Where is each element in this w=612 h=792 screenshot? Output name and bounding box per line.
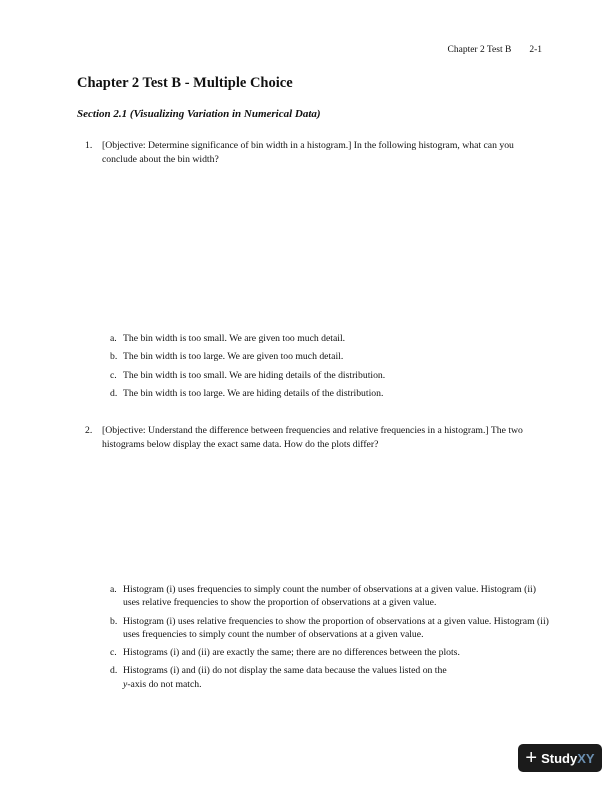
option-text-italic: y <box>123 678 128 690</box>
option-text: The bin width is too small. We are given too much detail. <box>123 333 346 344</box>
option-a <box>110 332 550 345</box>
option-text: Histograms (i) and (ii) are exactly the same; there are no differences between the plots. <box>123 647 460 659</box>
question-1-options <box>110 332 550 405</box>
brand-logo: StudyXY <box>541 750 595 766</box>
option-letter: b. <box>110 351 118 363</box>
header-chapter: Chapter 2 Test B <box>447 45 512 55</box>
option-text: Histogram (i) uses relative frequencies to show the proportion of observations at a given value. Histogram (ii) uses frequencies to simply count the number of observations at a given value. <box>123 615 549 640</box>
option-text-before: Histograms (i) and (ii) do not display the same data because the values listed on the <box>123 665 447 677</box>
option-c <box>110 369 550 382</box>
option-text: The bin width is too large. We are hiding details of the distribution. <box>123 387 384 399</box>
option-letter: c. <box>110 647 117 659</box>
question-text: [Objective: Understand the difference between frequencies and relative frequencies in a histogram.] The two histograms below display the exact same data. How do the plots differ? <box>102 425 523 450</box>
option-text: Histogram (i) uses frequencies to simply count the number of observations at a given value. Histogram (ii) uses relative frequencies to show the proportion of observations at a given value. <box>123 584 536 609</box>
section-heading: Section 2.1 (Visualizing Variation in Numerical Data) <box>77 108 321 120</box>
option-b <box>110 350 550 363</box>
question-2 <box>85 424 545 452</box>
option-a <box>110 583 550 610</box>
option-text: The bin width is too large. We are given too much detail. <box>123 351 344 363</box>
option-d <box>110 387 550 400</box>
option-text: The bin width is too small. We are hiding details of the distribution. <box>123 369 386 381</box>
option-d <box>110 664 453 691</box>
question-2-options <box>110 583 550 696</box>
page-header <box>448 45 542 55</box>
studyxy-badge[interactable] <box>518 744 602 772</box>
option-text-after: -axis do not match. <box>127 678 202 690</box>
option-b <box>110 615 550 642</box>
option-c <box>110 646 550 659</box>
header-page-number: 2-1 <box>529 45 542 55</box>
option-letter: a. <box>110 333 117 344</box>
option-letter: d. <box>110 387 118 399</box>
option-letter: a. <box>110 584 117 595</box>
plus-icon: + <box>525 747 538 769</box>
question-number: 1. <box>85 140 93 151</box>
option-letter: c. <box>110 369 117 381</box>
question-1 <box>85 139 545 167</box>
question-number: 2. <box>85 425 93 436</box>
option-letter: d. <box>110 665 118 677</box>
page-title: Chapter 2 Test B - Multiple Choice <box>77 75 293 91</box>
option-letter: b. <box>110 615 118 627</box>
question-text: [Objective: Determine significance of bin width in a histogram.] In the following histogram, what can you conclude about the bin width? <box>102 140 514 165</box>
